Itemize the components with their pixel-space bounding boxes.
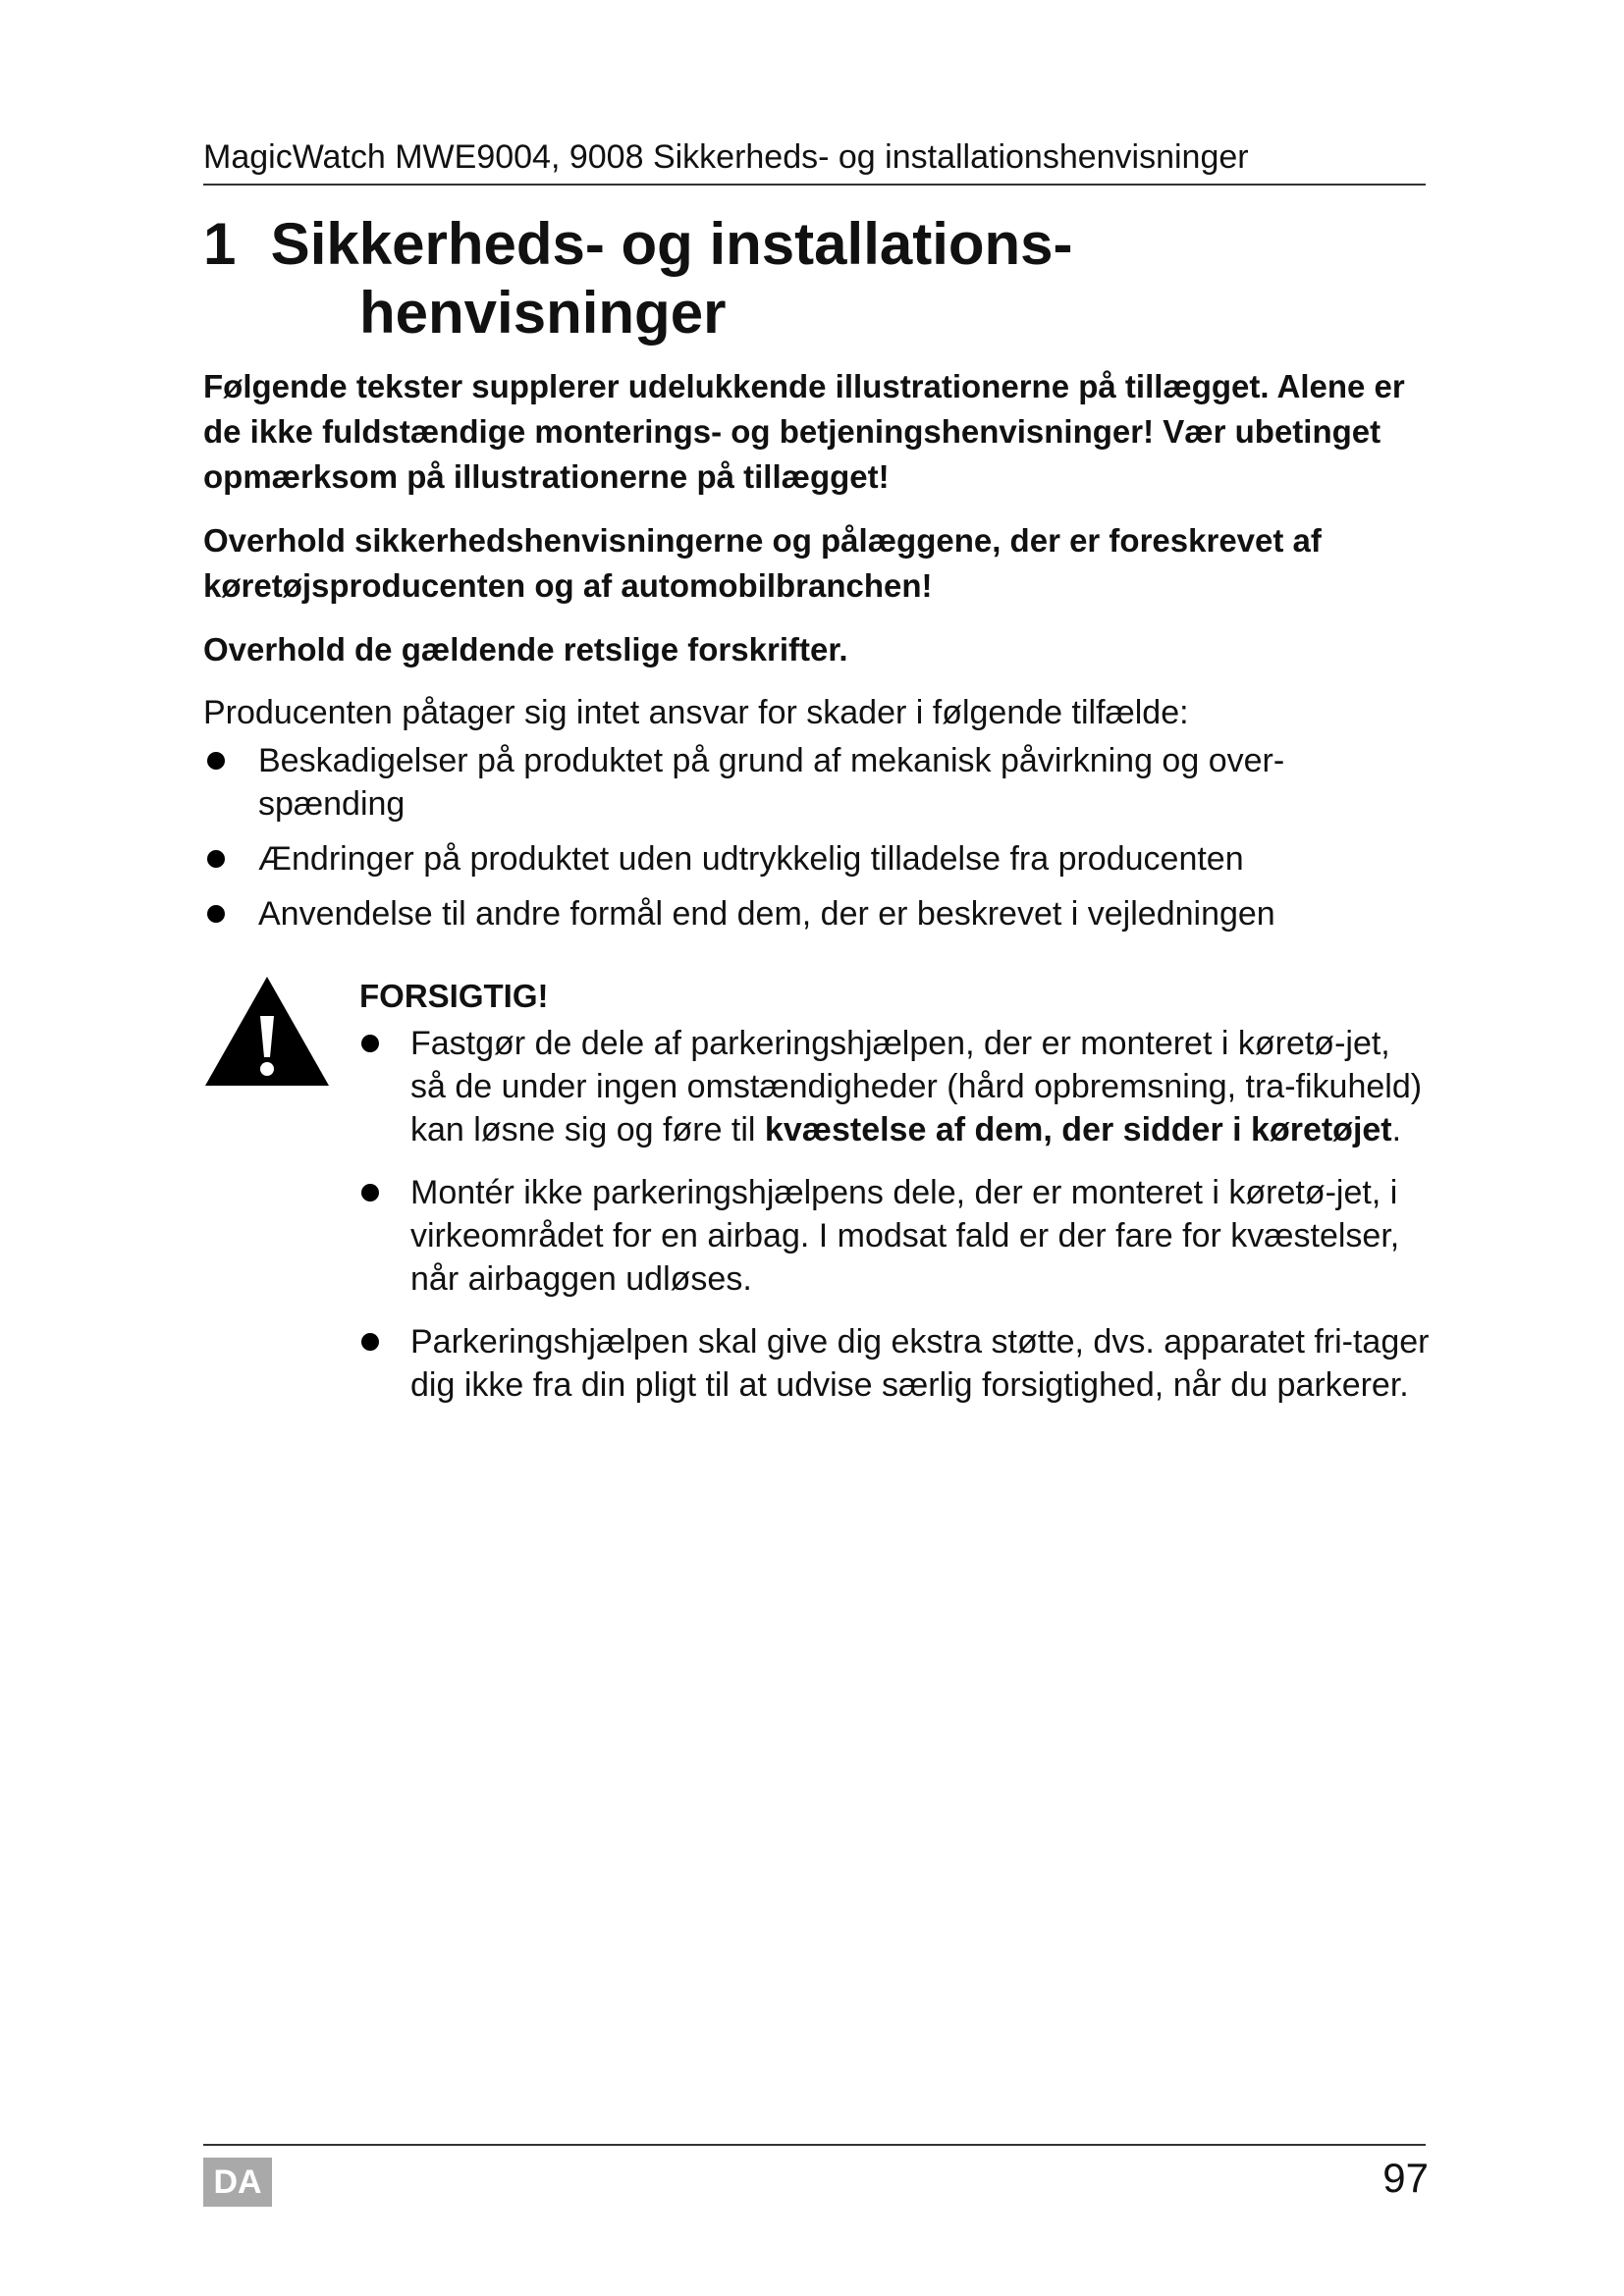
liability-list [203,739,1431,935]
list-item-text: Ændringer på produktet uden udtrykkelig tilladelse fra producenten [258,840,1244,878]
intro-paragraph: Følgende tekster supplerer udelukkende illustrationerne på tillægget. Alene er de ikke fuldstændige monterings- og betjeningshenvisninger! Vær ubetinget opmærksom på illustrationerne på tillægget! [203,368,1405,495]
bullet-icon [207,752,225,770]
list-item-text: Anvendelse til andre formål end dem, der er beskrevet i vejledningen [258,895,1275,933]
list-item [359,1320,1431,1407]
running-header: MagicWatch MWE9004, 9008 Sikkerheds- og installationshenvisninger [203,138,1249,176]
list-item-text: Beskadigelser på produktet på grund af mekanisk påvirkning og over-spænding [258,742,1285,823]
caution-title: FORSIGTIG! [359,978,549,1014]
chapter-title-line1: Sikkerheds- og installations- [270,211,1073,277]
list-item [359,1171,1431,1301]
bullet-icon [361,1184,379,1201]
caution-body [359,975,1431,1407]
page-number: 97 [1382,2155,1429,2201]
liability-lead: Producenten påtager sig intet ansvar for skader i følgende tilfælde: [203,694,1189,731]
list-item-text: Parkeringshjælpen skal give dig ekstra støtte, dvs. apparatet fri-tager dig ikke fra din pligt til at udvise særlig forsigtighed, når du parkerer. [410,1323,1430,1404]
intro-paragraph: Overhold de gældende retslige forskrifter. [203,631,848,667]
chapter-content [203,364,1431,1485]
header-divider [203,184,1426,186]
list-item-text: Montér ikke parkeringshjælpens dele, der er monteret i køretø-jet, i virkeområdet for en airbag. I modsat fald er der fare for kvæstelser, når airbaggen udløses. [410,1174,1400,1298]
bullet-icon [361,1035,379,1052]
caution-block [203,975,1431,1485]
list-item-emphasis: kvæstelse af dem, der sidder i køretøjet [764,1111,1392,1148]
chapter-title-line2: henvisninger [359,280,727,346]
footer-divider [203,2144,1426,2146]
bullet-icon [361,1333,379,1351]
list-item [359,1022,1431,1151]
list-item-text: Fastgør de dele af parkeringshjælpen, der er monteret i køretø-jet, så de under ingen omstændigheder (hård opbremsning, tra-fikuheld) kan løsne sig og føre til [410,1025,1423,1148]
chapter-title [203,210,1426,347]
warning-triangle-icon [203,975,331,1088]
caution-list [359,1022,1431,1407]
list-item [203,837,1431,881]
list-item [203,739,1431,826]
list-item [203,892,1431,935]
intro-paragraph: Overhold sikkerhedshenvisningerne og pålæggene, der er foreskrevet af køretøjsproducenten og af automobilbranchen! [203,522,1322,604]
bullet-icon [207,905,225,923]
chapter-number: 1 [203,211,237,277]
bullet-icon [207,850,225,868]
language-badge: DA [203,2158,272,2207]
list-item-text-end: . [1391,1111,1402,1148]
